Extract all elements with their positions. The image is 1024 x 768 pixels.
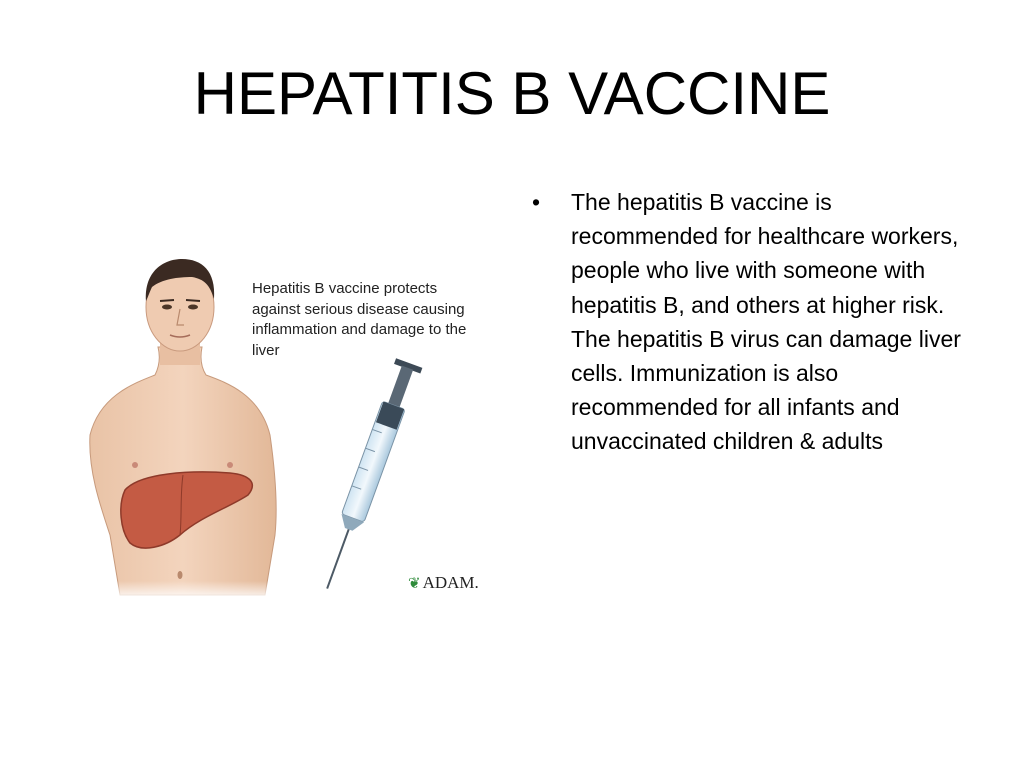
illustration-caption: Hepatitis B vaccine protects against serious disease causing inflammation and damage to the liver xyxy=(252,280,467,359)
bullet-item xyxy=(530,185,970,459)
logo-text: ADAM. xyxy=(422,573,479,592)
hepatitis-illustration xyxy=(80,255,510,600)
adam-logo xyxy=(408,573,479,593)
slide-title: HEPATITIS B VACCINE xyxy=(193,60,831,127)
leaf-icon: ❦ xyxy=(408,575,421,592)
syringe-shape xyxy=(314,358,422,593)
bullet-list xyxy=(530,185,970,459)
bullet-text: The hepatitis B vaccine is recommended for healthcare workers, people who live with someone with hepatitis B, and others at higher risk. The hepatitis B virus can damage liver cells. Immunization is also recommended for all infants and unvaccinated children & adults xyxy=(571,189,961,455)
bullet-marker: • xyxy=(532,189,541,215)
